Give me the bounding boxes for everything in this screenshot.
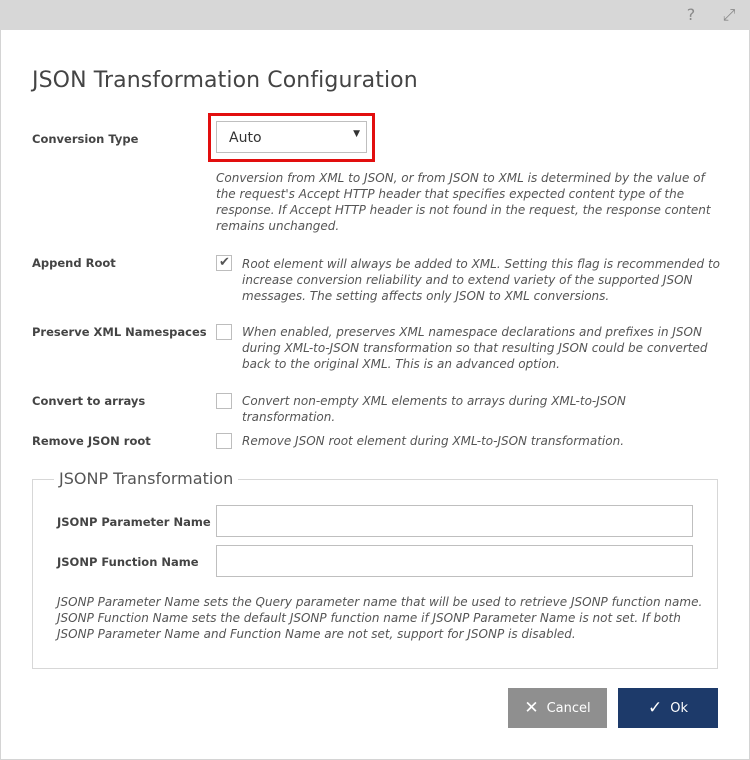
preserve-ns-description: When enabled, preserves XML namespace declarations and prefixes in JSON during XML-to-JSON transformation so that resulting JSON could be converted back to the original XML. This is an advanced option. — [242, 325, 708, 371]
jsonp-param-input[interactable] — [216, 505, 693, 537]
expand-icon[interactable]: ⤢ — [722, 5, 736, 24]
close-icon: ✕ — [524, 697, 539, 718]
append-root-checkbox[interactable] — [216, 255, 232, 271]
jsonp-param-label: JSONP Parameter Name — [57, 515, 211, 529]
append-root-label: Append Root — [32, 256, 116, 270]
dropdown-arrow-icon: ▼ — [353, 129, 360, 139]
ok-button[interactable] — [618, 688, 718, 728]
convert-arrays-label: Convert to arrays — [32, 394, 146, 408]
conversion-type-label: Conversion Type — [32, 132, 139, 146]
preserve-ns-label: Preserve XML Namespaces — [32, 325, 207, 339]
conversion-type-select[interactable] — [216, 121, 367, 153]
dialog-title: JSON Transformation Configuration — [32, 68, 418, 93]
help-icon[interactable]: ? — [686, 5, 696, 24]
append-root-description: Root element will always be added to XML. Setting this flag is recommended to increase conversion reliability and to extend variety of the supported JSON messages. The setting affects only JSON to XML conversions. — [242, 257, 720, 303]
cancel-button[interactable] — [508, 688, 607, 728]
checkmark-icon: ✔ — [219, 255, 230, 270]
cancel-button-label: Cancel — [546, 700, 591, 716]
conversion-type-description: Conversion from XML to JSON, or from JSON to XML is determined by the value of the request's Accept HTTP header that specifies expected content type of the response. If Accept HTTP header is not found in the request, the response content remains unchanged. — [216, 171, 711, 233]
window-titlebar — [0, 0, 750, 30]
convert-arrays-checkbox[interactable] — [216, 393, 232, 409]
remove-root-label: Remove JSON root — [32, 434, 151, 448]
conversion-type-value: Auto — [229, 130, 262, 146]
check-icon: ✓ — [647, 697, 663, 718]
convert-arrays-description: Convert non-empty XML elements to arrays during XML-to-JSON transformation. — [242, 394, 626, 424]
json-transformation-dialog — [1, 30, 749, 759]
ok-button-label: Ok — [670, 700, 688, 716]
remove-root-description: Remove JSON root element during XML-to-JSON transformation. — [242, 434, 625, 448]
jsonp-function-input[interactable] — [216, 545, 693, 577]
jsonp-function-label: JSONP Function Name — [57, 555, 199, 569]
jsonp-description: JSONP Parameter Name sets the Query parameter name that will be used to retrieve JSONP function name. JSONP Function Name sets the default JSONP function name if JSONP Parameter Name is not set. If both JSONP Parameter Name and Function Name are not set, support for JSONP is disabled. — [57, 595, 703, 641]
remove-root-checkbox[interactable] — [216, 433, 232, 449]
preserve-ns-checkbox[interactable] — [216, 324, 232, 340]
jsonp-legend: JSONP Transformation — [54, 469, 238, 488]
